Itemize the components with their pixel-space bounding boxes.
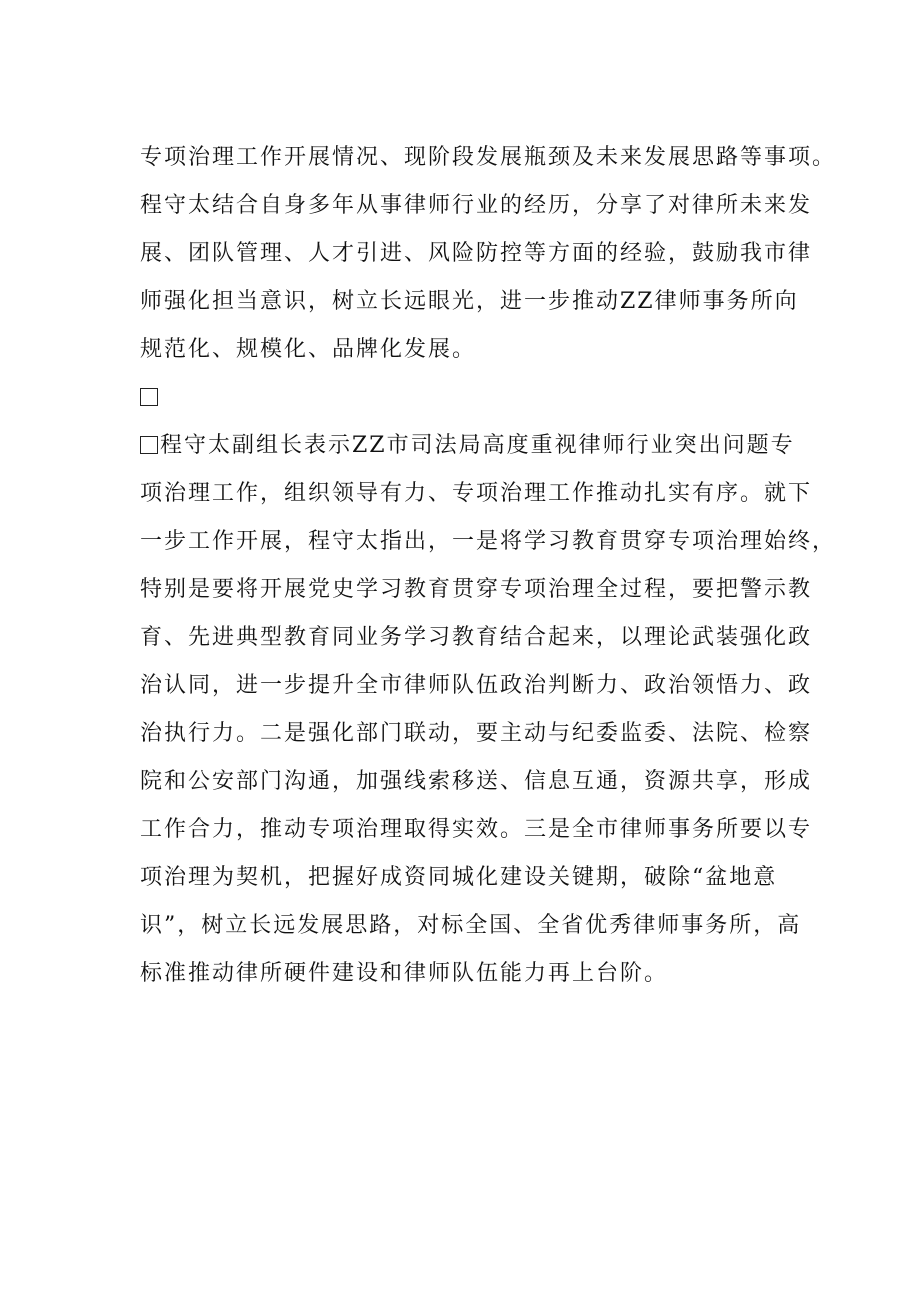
paragraph-line: 项治理工作，组织领导有力、专项治理工作推动扎实有序。就下 (140, 481, 813, 506)
paragraph-line: 育、先进典型教育同业务学习教育结合起来，以理论武装强化政 (140, 625, 813, 650)
paragraph-line: 治认同，进一步提升全市律师队伍政治判断力、政治领悟力、政 (140, 673, 813, 698)
paragraph-line: 识”，树立长远发展思路，对标全国、全省优秀律师事务所，高 (140, 913, 802, 938)
paragraph-line: 项治理为契机，把握好成资同城化建设关键期，破除“盆地意 (140, 865, 778, 890)
paragraph-line: 展、团队管理、人才引进、风险防控等方面的经验，鼓励我市律 (140, 241, 813, 266)
paragraph-line-first (140, 422, 820, 470)
paragraph-3 (140, 422, 837, 998)
paragraph-line: 专项治理工作开展情况、现阶段发展瓶颈及未来发展思路等事项。 (140, 145, 837, 170)
empty-box-icon (140, 436, 158, 454)
paragraph-line: 特别是要将开展党史学习教育贯穿专项治理全过程，要把警示教 (140, 577, 813, 602)
empty-box-line (140, 374, 820, 422)
paragraph-line: 师强化担当意识，树立长远眼光，进一步推动ZZ律师事务所向 (140, 289, 799, 314)
paragraph-line: 规范化、规模化、品牌化发展。 (140, 337, 477, 362)
paragraph-1 (140, 134, 837, 374)
paragraph-line-text: 程守太副组长表示ZZ市司法局高度重视律师行业突出问题专 (160, 433, 795, 458)
paragraph-line: 工作合力，推动专项治理取得实效。三是全市律师事务所要以专 (140, 817, 813, 842)
paragraph-line: 一步工作开展，程守太指出，一是将学习教育贯穿专项治理始终， (140, 529, 837, 554)
paragraph-line: 标准推动律所硬件建设和律师队伍能力再上台阶。 (140, 961, 669, 986)
paragraph-2-placeholder (140, 374, 820, 422)
paragraph-line: 程守太结合自身多年从事律师行业的经历，分享了对律所未来发 (140, 193, 813, 218)
empty-box-icon (140, 388, 158, 406)
paragraph-line: 治执行力。二是强化部门联动，要主动与纪委监委、法院、检察 (140, 721, 813, 746)
paragraph-line: 院和公安部门沟通，加强线索移送、信息互通，资源共享，形成 (140, 769, 813, 794)
